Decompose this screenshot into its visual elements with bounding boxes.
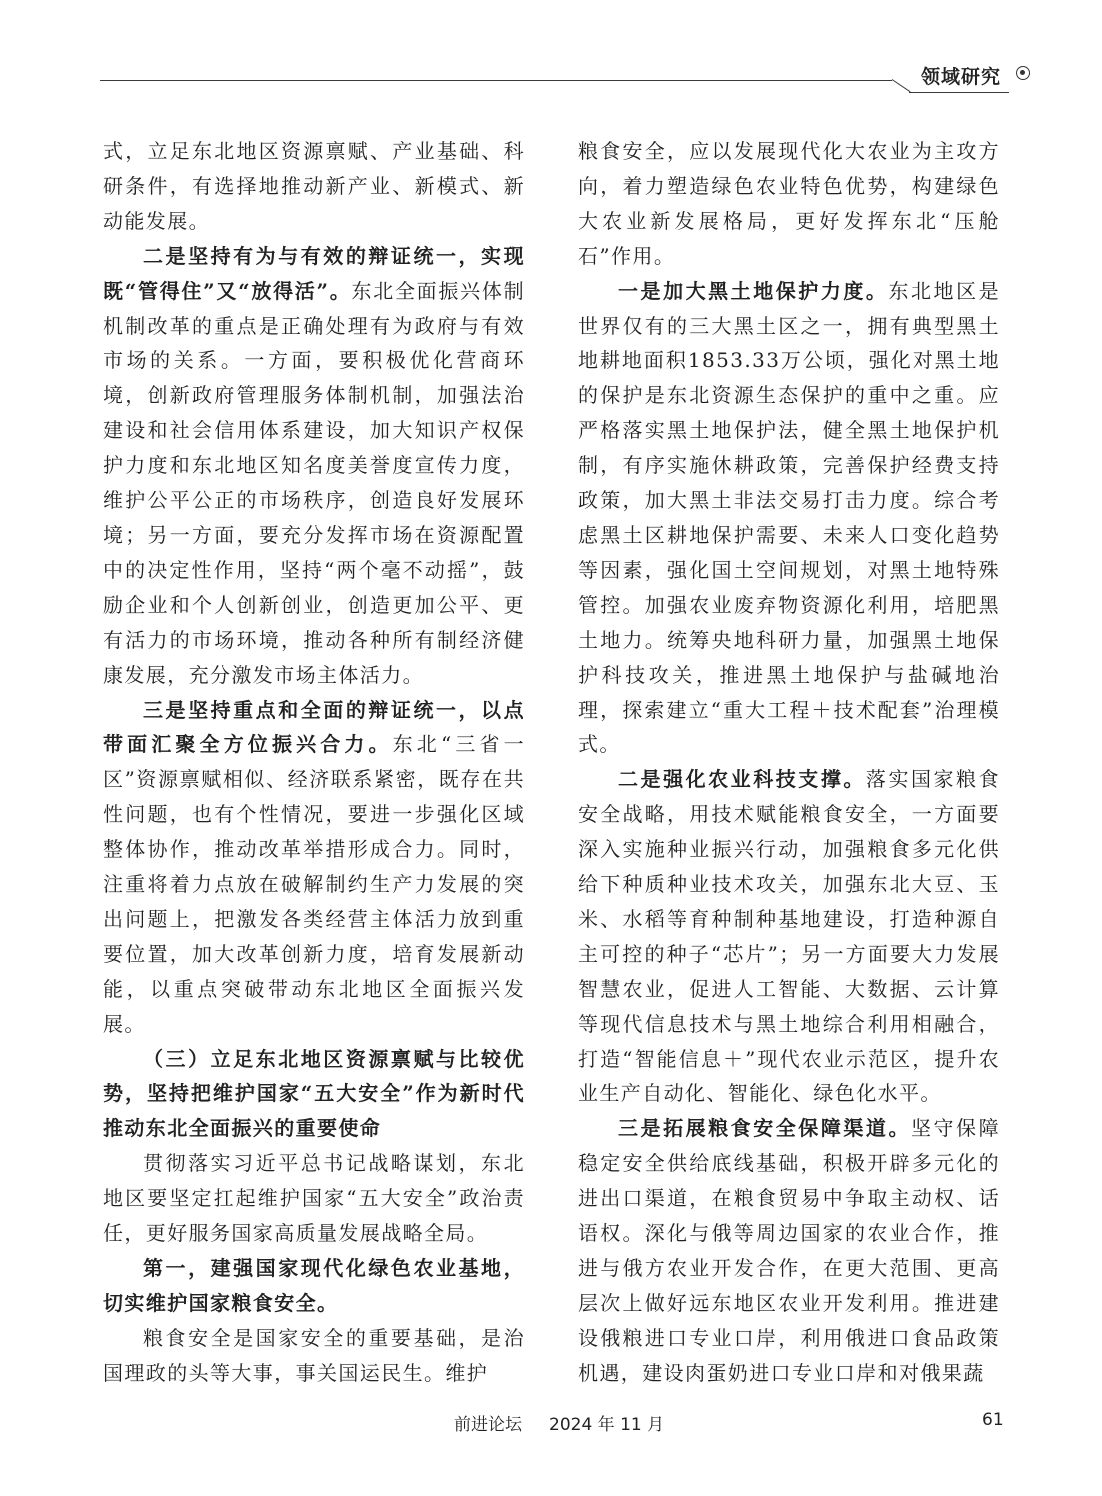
section-title: 领域研究 xyxy=(921,66,1002,88)
point-heading: 第一，建强国家现代化绿色农业基地，切实维护国家粮食安全。 xyxy=(103,1256,525,1315)
paragraph-lead: 二是坚持有为与有效的辩证统一，实现既“管得住”又“放得活”。 xyxy=(103,243,525,303)
subsection-heading: （三）立足东北地区资源禀赋与比较优势，坚持把维护国家“五大安全”作为新时代推动东北全面振兴的重要使命 xyxy=(103,1046,525,1141)
issue-date: 2024 年 11 月 xyxy=(549,1415,665,1435)
paragraph-lead: 三是坚持重点和全面的辩证统一，以点带面汇聚全方位振兴合力。 xyxy=(103,697,525,757)
page-number: 61 xyxy=(982,1410,1004,1430)
paragraph: 三是坚持重点和全面的辩证统一，以点带面汇聚全方位振兴合力。东北“三省一区”资源禀赋相似、经济联系紧密，既存在共性问题，也有个性情况，要进一步强化区域整体协作，推动改革举措形成合力。同时，注重将着力点放在破解制约生产力发展的突出问题上，把激发各类经营主体活力放到重要位置，加大改革创新力度，培育发展新动能，以重点突破带动东北地区全面振兴发展。 xyxy=(103,697,525,1036)
bullseye-icon xyxy=(1016,66,1030,80)
paragraph: 贯彻落实习近平总书记战略谋划，东北地区要坚定扛起维护国家“五大安全”政治责任，更好服务国家高质量发展战略全局。 xyxy=(103,1151,525,1246)
right-column xyxy=(578,134,1000,1391)
publication-name: 前进论坛 xyxy=(454,1415,522,1435)
paragraph: 粮食安全，应以发展现代化大农业为主攻方向，着力塑造绿色农业特色优势，构建绿色大农业新发展格局，更好发挥东北“压舱石”作用。 xyxy=(578,139,1000,268)
paragraph: 二是强化农业科技支撑。落实国家粮食安全战略，用技术赋能粮食安全，一方面要深入实施种业振兴行动，加强粮食多元化供给下种质种业技术攻关，加强东北大豆、玉米、水稻等育种制种基地建设，打造种源自主可控的种子“芯片”；另一方面要大力发展智慧农业，促进人工智能、大数据、云计算等现代信息技术与黑土地综合利用相融合，打造“智能信息＋”现代农业示范区，提升农业生产自动化、智能化、绿色化水平。 xyxy=(578,767,1000,1106)
header-rule-right xyxy=(909,92,1009,93)
paragraph: 式，立足东北地区资源禀赋、产业基础、科研条件，有选择地推动新产业、新模式、新动能发展。 xyxy=(103,139,525,233)
paragraph: 粮食安全是国家安全的重要基础，是治国理政的头等大事，事关国运民生。维护 xyxy=(103,1325,525,1385)
paragraph-lead: 三是拓展粮食安全保障渠道。 xyxy=(618,1116,911,1141)
paragraph: 二是坚持有为与有效的辩证统一，实现既“管得住”又“放得活”。东北全面振兴体制机制改革的重点是正确处理有为政府与有效市场的关系。一方面，要积极优化营商环境，创新政府管理服务体制机制，加强法治建设和社会信用体系建设，加大知识产权保护力度和东北地区知名度美誉度宣传力度，维护公平公正的市场秩序，创造良好发展环境；另一方面，要充分发挥市场在资源配置中的决定性作用，坚持“两个毫不动摇”，鼓励企业和个人创新创业，创造更加公平、更有活力的市场环境，推动各种所有制经济健康发展，充分激发市场主体活力。 xyxy=(103,243,526,687)
left-column xyxy=(103,134,525,1391)
header-rule-slant xyxy=(892,79,911,92)
header-rule xyxy=(100,80,892,81)
paragraph-lead: 二是强化农业科技支撑。 xyxy=(618,767,866,792)
paragraph: 一是加大黑土地保护力度。东北地区是世界仅有的三大黑土区之一，拥有典型黑土地耕地面积1853.33万公顷，强化对黑土地的保护是东北资源生态保护的重中之重。应严格落实黑土地保护法，健全黑土地保护机制，有序实施休耕政策，完善保护经费支持政策，加大黑土非法交易打击力度。综合考虑黑土区耕地保护需要、未来人口变化趋势等因素，强化国土空间规划，对黑土地特殊管控。加强农业废弃物资源化利用，培肥黑土地力。统筹央地科研力量，加强黑土地保护科技攻关，推进黑土地保护与盐碱地治理，探索建立“重大工程＋技术配套”治理模式。 xyxy=(578,278,1000,757)
paragraph: 三是拓展粮食安全保障渠道。坚守保障稳定安全供给底线基础，积极开辟多元化的进出口渠道，在粮食贸易中争取主动权、话语权。深化与俄等周边国家的农业合作，推进与俄方农业开发合作，在更大范围、更高层次上做好远东地区农业开发利用。推进建设俄粮进口专业口岸，利用俄进口食品政策机遇，建设肉蛋奶进口专业口岸和对俄果蔬 xyxy=(578,1116,1000,1385)
paragraph-lead: 一是加大黑土地保护力度。 xyxy=(618,278,889,303)
